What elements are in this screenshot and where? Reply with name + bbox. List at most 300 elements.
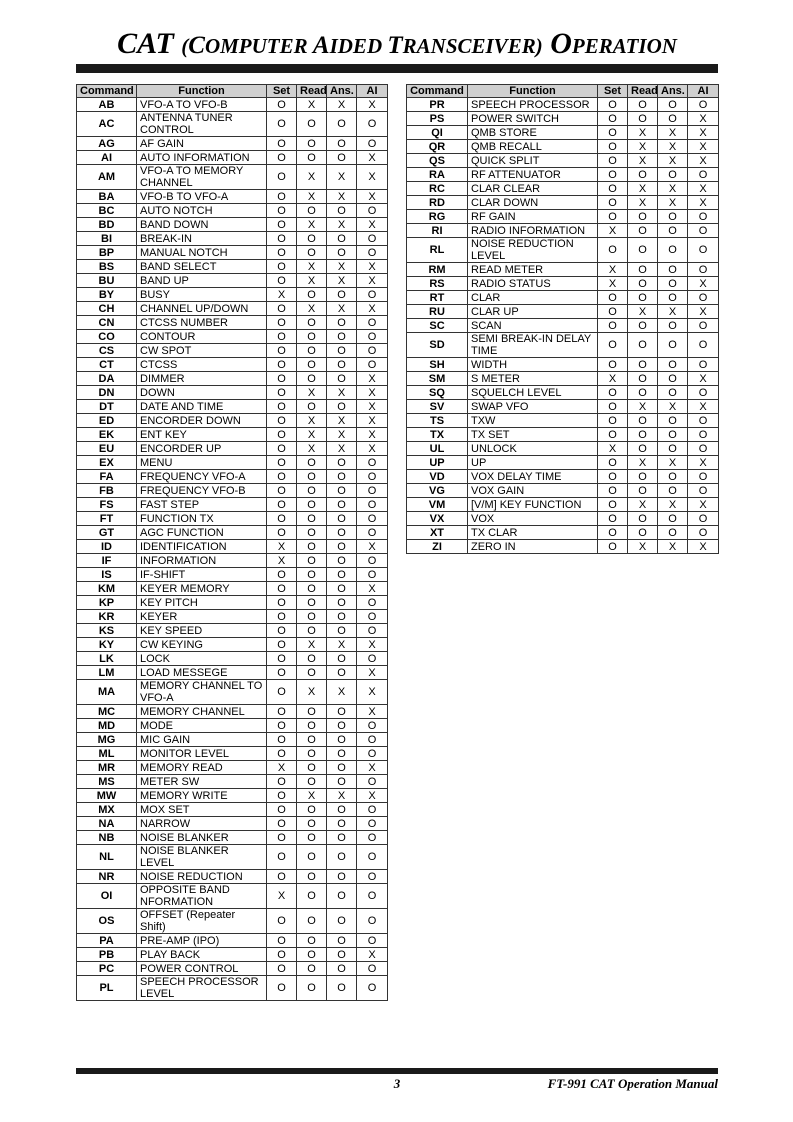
ai-cell: O (357, 137, 388, 151)
ans-cell: O (327, 705, 357, 719)
read-cell: O (297, 288, 327, 302)
table-row (77, 962, 388, 976)
ai-cell: X (688, 126, 719, 140)
function-cell: AF GAIN (137, 137, 267, 151)
header-command: Command (77, 85, 137, 98)
ai-cell: O (357, 498, 388, 512)
read-cell: O (297, 484, 327, 498)
header-function: Function (137, 85, 267, 98)
command-cell: AG (77, 137, 137, 151)
command-cell: EX (77, 456, 137, 470)
function-cell: MEMORY WRITE (137, 789, 267, 803)
ai-cell: O (357, 733, 388, 747)
command-cell: KS (77, 624, 137, 638)
ai-cell: O (357, 610, 388, 624)
set-cell: X (267, 288, 297, 302)
ai-cell: O (688, 512, 719, 526)
function-cell: SPEECH PROCESSOR (468, 98, 598, 112)
table-row (407, 182, 719, 196)
table-row (77, 316, 388, 330)
function-cell: KEY SPEED (137, 624, 267, 638)
table-row (77, 218, 388, 232)
command-cell: DA (77, 372, 137, 386)
ans-cell: O (327, 358, 357, 372)
ans-cell: X (327, 302, 357, 316)
ai-cell: O (357, 554, 388, 568)
table-row (77, 526, 388, 540)
table-row (407, 428, 719, 442)
function-cell: FREQUENCY VFO-B (137, 484, 267, 498)
read-cell: O (297, 232, 327, 246)
table-row (77, 484, 388, 498)
table-row (77, 302, 388, 316)
ans-cell: X (658, 400, 688, 414)
table-row (407, 263, 719, 277)
ans-cell: O (658, 386, 688, 400)
ans-cell: O (327, 747, 357, 761)
command-cell: NL (77, 845, 137, 870)
header-set: Set (598, 85, 628, 98)
ans-cell: X (658, 154, 688, 168)
ans-cell: X (327, 98, 357, 112)
set-cell: O (267, 344, 297, 358)
table-row (407, 210, 719, 224)
read-cell: O (628, 291, 658, 305)
table-row (407, 305, 719, 319)
read-cell: X (297, 789, 327, 803)
set-cell: O (598, 414, 628, 428)
read-cell: O (628, 238, 658, 263)
read-cell: X (628, 400, 658, 414)
set-cell: O (267, 652, 297, 666)
function-cell: MEMORY CHANNEL (137, 705, 267, 719)
ans-cell: O (327, 831, 357, 845)
ai-cell: X (688, 498, 719, 512)
command-cell: PA (77, 934, 137, 948)
ai-cell: O (357, 512, 388, 526)
ans-cell: O (327, 498, 357, 512)
set-cell: O (267, 934, 297, 948)
table-row (77, 705, 388, 719)
function-cell: ENCORDER UP (137, 442, 267, 456)
read-cell: O (628, 470, 658, 484)
function-cell: MENU (137, 456, 267, 470)
table-row (407, 112, 719, 126)
table-row (407, 358, 719, 372)
ai-cell: O (688, 224, 719, 238)
table-row (407, 540, 719, 554)
ai-cell: X (357, 761, 388, 775)
ans-cell: X (327, 274, 357, 288)
table-row (77, 498, 388, 512)
ans-cell: O (327, 540, 357, 554)
table-row (407, 498, 719, 512)
function-cell: CLAR UP (468, 305, 598, 319)
function-cell: ZERO IN (468, 540, 598, 554)
ai-cell: X (357, 789, 388, 803)
command-cell: MR (77, 761, 137, 775)
table-row (77, 803, 388, 817)
function-cell: VOX GAIN (468, 484, 598, 498)
set-cell: O (267, 204, 297, 218)
set-cell: O (598, 484, 628, 498)
ai-cell: X (688, 277, 719, 291)
ai-cell: O (357, 870, 388, 884)
ans-cell: O (327, 666, 357, 680)
ai-cell: O (357, 803, 388, 817)
header-ans: Ans. (658, 85, 688, 98)
ans-cell: O (658, 210, 688, 224)
ans-cell: O (658, 512, 688, 526)
set-cell: O (267, 218, 297, 232)
ans-cell: O (327, 719, 357, 733)
ans-cell: X (327, 680, 357, 705)
set-cell: O (267, 845, 297, 870)
read-cell: X (297, 680, 327, 705)
ai-cell: O (357, 652, 388, 666)
table-row (407, 196, 719, 210)
set-cell: O (598, 333, 628, 358)
function-cell: TXW (468, 414, 598, 428)
table-row (407, 400, 719, 414)
ans-cell: O (658, 358, 688, 372)
read-cell: O (297, 344, 327, 358)
title-rule (76, 64, 718, 73)
read-cell: O (297, 775, 327, 789)
function-cell: MEMORY CHANNEL TO VFO-A (137, 680, 267, 705)
set-cell: X (598, 372, 628, 386)
function-cell: ENCORDER DOWN (137, 414, 267, 428)
command-cell: TX (407, 428, 468, 442)
command-cell: BP (77, 246, 137, 260)
read-cell: O (297, 151, 327, 165)
function-cell: KEYER (137, 610, 267, 624)
set-cell: O (267, 456, 297, 470)
command-cell: MD (77, 719, 137, 733)
ans-cell: X (327, 260, 357, 274)
function-cell: KEY PITCH (137, 596, 267, 610)
ai-cell: O (688, 319, 719, 333)
ai-cell: O (688, 263, 719, 277)
header-ai: AI (357, 85, 388, 98)
set-cell: O (267, 302, 297, 316)
command-cell: FT (77, 512, 137, 526)
command-cell: QR (407, 140, 468, 154)
table-row (77, 747, 388, 761)
command-cell: LK (77, 652, 137, 666)
table-row (77, 137, 388, 151)
read-cell: O (628, 526, 658, 540)
set-cell: O (598, 386, 628, 400)
ans-cell: O (658, 319, 688, 333)
table-row (77, 151, 388, 165)
set-cell: O (598, 98, 628, 112)
set-cell: O (598, 140, 628, 154)
ans-cell: X (658, 540, 688, 554)
set-cell: X (598, 442, 628, 456)
table-row (77, 456, 388, 470)
manual-name: FT-991 CAT Operation Manual (547, 1076, 718, 1091)
read-cell: O (297, 948, 327, 962)
command-cell: FB (77, 484, 137, 498)
ai-cell: O (357, 232, 388, 246)
command-cell: DN (77, 386, 137, 400)
ai-cell: O (357, 775, 388, 789)
ai-cell: O (688, 386, 719, 400)
header-function: Function (468, 85, 598, 98)
set-cell: O (267, 372, 297, 386)
table-row (77, 568, 388, 582)
command-cell: NA (77, 817, 137, 831)
read-cell: X (628, 126, 658, 140)
table-row (77, 976, 388, 1001)
command-cell: AI (77, 151, 137, 165)
set-cell: O (267, 260, 297, 274)
table-row (77, 610, 388, 624)
ans-cell: O (327, 344, 357, 358)
function-cell: CONTOUR (137, 330, 267, 344)
ai-cell: X (357, 190, 388, 204)
table-row (77, 386, 388, 400)
table-row (77, 934, 388, 948)
command-cell: BS (77, 260, 137, 274)
table-row (77, 442, 388, 456)
command-cell: KR (77, 610, 137, 624)
function-cell: NOISE REDUCTION LEVEL (468, 238, 598, 263)
table-row (77, 414, 388, 428)
ans-cell: O (658, 98, 688, 112)
table-row (77, 165, 388, 190)
function-cell: RADIO INFORMATION (468, 224, 598, 238)
table-row (77, 624, 388, 638)
command-table-right (406, 84, 719, 554)
table-row (407, 526, 719, 540)
table-row (407, 456, 719, 470)
ans-cell: O (658, 112, 688, 126)
table-row (77, 260, 388, 274)
set-cell: O (267, 274, 297, 288)
set-cell: O (267, 976, 297, 1001)
read-cell: O (297, 666, 327, 680)
table-row (407, 224, 719, 238)
command-cell: ED (77, 414, 137, 428)
ai-cell: O (357, 246, 388, 260)
set-cell: X (267, 884, 297, 909)
command-cell: VM (407, 498, 468, 512)
command-cell: CT (77, 358, 137, 372)
ai-cell: X (357, 302, 388, 316)
table-row (407, 333, 719, 358)
read-cell: O (297, 358, 327, 372)
table-row (77, 470, 388, 484)
read-cell: X (297, 638, 327, 652)
ans-cell: O (658, 484, 688, 498)
set-cell: O (267, 526, 297, 540)
command-cell: XT (407, 526, 468, 540)
set-cell: O (598, 456, 628, 470)
ans-cell: O (327, 372, 357, 386)
ai-cell: O (357, 909, 388, 934)
set-cell: O (267, 386, 297, 400)
ans-cell: O (658, 470, 688, 484)
table-row (77, 112, 388, 137)
ai-cell: X (357, 151, 388, 165)
command-cell: ID (77, 540, 137, 554)
command-cell: SH (407, 358, 468, 372)
ans-cell: X (658, 498, 688, 512)
ai-cell: O (688, 470, 719, 484)
ans-cell: O (327, 596, 357, 610)
table-row (407, 386, 719, 400)
function-cell: BAND SELECT (137, 260, 267, 274)
read-cell: O (297, 976, 327, 1001)
ans-cell: O (327, 568, 357, 582)
command-cell: KP (77, 596, 137, 610)
read-cell: O (628, 428, 658, 442)
ai-cell: O (688, 238, 719, 263)
table-row (407, 512, 719, 526)
ai-cell: O (357, 747, 388, 761)
ans-cell: O (327, 137, 357, 151)
read-cell: X (297, 98, 327, 112)
function-cell: SWAP VFO (468, 400, 598, 414)
command-cell: SV (407, 400, 468, 414)
read-cell: O (297, 112, 327, 137)
function-cell: VFO-B TO VFO-A (137, 190, 267, 204)
command-cell: ZI (407, 540, 468, 554)
command-cell: DT (77, 400, 137, 414)
read-cell: O (297, 372, 327, 386)
command-cell: OI (77, 884, 137, 909)
ans-cell: O (327, 151, 357, 165)
table-row (77, 775, 388, 789)
ai-cell: X (357, 582, 388, 596)
ai-cell: X (357, 428, 388, 442)
command-cell: MC (77, 705, 137, 719)
ai-cell: O (357, 330, 388, 344)
function-cell: KEYER MEMORY (137, 582, 267, 596)
command-cell: PR (407, 98, 468, 112)
function-cell: AUTO INFORMATION (137, 151, 267, 165)
ai-cell: O (357, 470, 388, 484)
ans-cell: O (327, 761, 357, 775)
command-cell: QI (407, 126, 468, 140)
set-cell: O (598, 112, 628, 126)
ai-cell: O (357, 112, 388, 137)
function-cell: IDENTIFICATION (137, 540, 267, 554)
command-cell: MX (77, 803, 137, 817)
command-cell: AC (77, 112, 137, 137)
ai-cell: X (688, 372, 719, 386)
ans-cell: O (327, 845, 357, 870)
read-cell: O (297, 831, 327, 845)
table-row (77, 372, 388, 386)
ai-cell: O (688, 484, 719, 498)
function-cell: QMB RECALL (468, 140, 598, 154)
read-cell: X (628, 196, 658, 210)
set-cell: O (267, 512, 297, 526)
function-cell: BREAK-IN (137, 232, 267, 246)
command-cell: BI (77, 232, 137, 246)
ans-cell: X (327, 638, 357, 652)
function-cell: CLAR DOWN (468, 196, 598, 210)
read-cell: O (297, 137, 327, 151)
read-cell: O (297, 610, 327, 624)
ai-cell: X (357, 98, 388, 112)
read-cell: O (297, 817, 327, 831)
set-cell: O (267, 190, 297, 204)
set-cell: O (267, 705, 297, 719)
function-cell: MODE (137, 719, 267, 733)
read-cell: O (297, 568, 327, 582)
command-cell: RU (407, 305, 468, 319)
set-cell: O (598, 526, 628, 540)
command-cell: RG (407, 210, 468, 224)
table-row (77, 652, 388, 666)
function-cell: OPPOSITE BAND NFORMATION (137, 884, 267, 909)
read-cell: O (628, 224, 658, 238)
ai-cell: O (357, 934, 388, 948)
command-cell: BD (77, 218, 137, 232)
ai-cell: O (688, 291, 719, 305)
command-cell: VX (407, 512, 468, 526)
command-cell: MS (77, 775, 137, 789)
read-cell: O (297, 596, 327, 610)
ai-cell: O (688, 333, 719, 358)
set-cell: O (598, 182, 628, 196)
function-cell: AGC FUNCTION (137, 526, 267, 540)
ai-cell: X (357, 442, 388, 456)
function-cell: BAND DOWN (137, 218, 267, 232)
command-cell: SD (407, 333, 468, 358)
ans-cell: O (327, 775, 357, 789)
table-row (407, 291, 719, 305)
ans-cell: X (658, 182, 688, 196)
ai-cell: X (688, 140, 719, 154)
function-cell: VOX (468, 512, 598, 526)
set-cell: O (267, 582, 297, 596)
table-row (77, 400, 388, 414)
read-cell: O (297, 316, 327, 330)
ai-cell: O (357, 568, 388, 582)
read-cell: X (297, 190, 327, 204)
set-cell: O (267, 775, 297, 789)
table-row (77, 680, 388, 705)
read-cell: O (297, 719, 327, 733)
ans-cell: X (327, 165, 357, 190)
ai-cell: X (357, 666, 388, 680)
table-row (77, 948, 388, 962)
command-cell: ML (77, 747, 137, 761)
read-cell: O (628, 210, 658, 224)
table-row (77, 831, 388, 845)
ai-cell: O (357, 344, 388, 358)
read-cell: O (297, 526, 327, 540)
table-row (77, 733, 388, 747)
ans-cell: O (327, 484, 357, 498)
ans-cell: O (327, 330, 357, 344)
command-cell: MW (77, 789, 137, 803)
table-row (77, 554, 388, 568)
ai-cell: O (357, 719, 388, 733)
ans-cell: X (658, 196, 688, 210)
ans-cell: O (658, 277, 688, 291)
function-cell: CW SPOT (137, 344, 267, 358)
read-cell: X (628, 140, 658, 154)
table-header-row (77, 85, 388, 98)
table-row (77, 582, 388, 596)
table-row (77, 666, 388, 680)
